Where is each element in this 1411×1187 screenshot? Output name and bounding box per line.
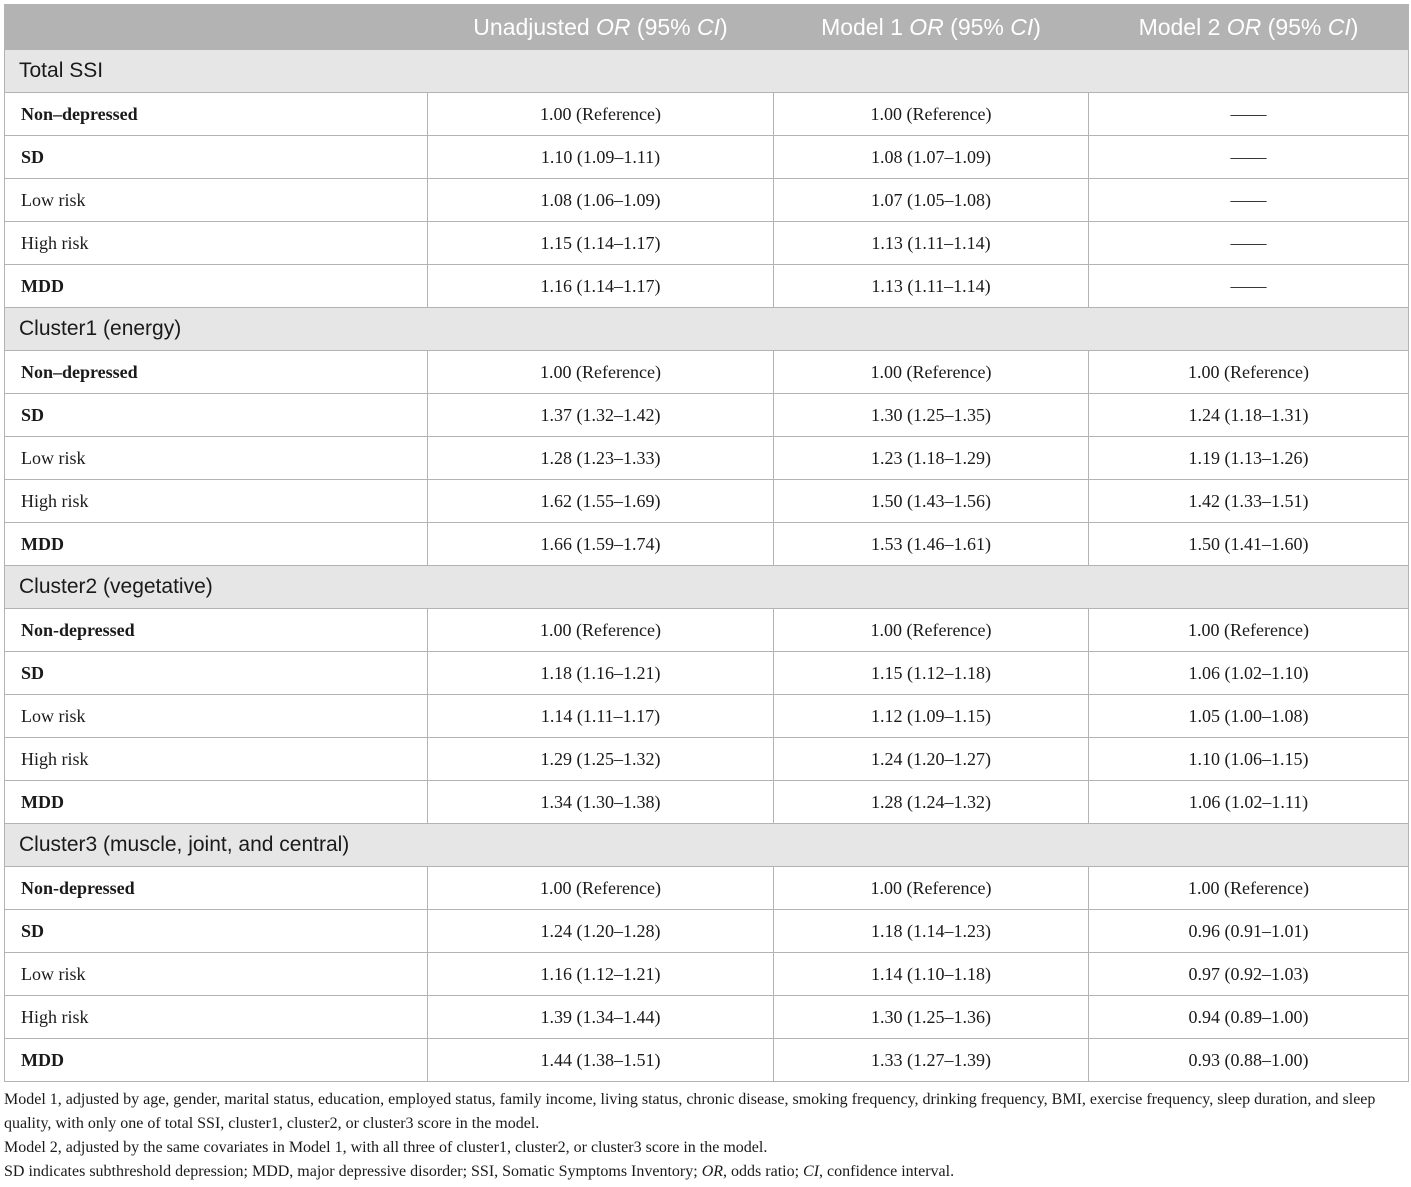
model1-value: 1.30 (1.25–1.35) [774,394,1089,437]
row-label: High risk [5,738,428,781]
section-header-cluster1 [5,308,1409,351]
unadjusted-value: 1.00 (Reference) [428,867,774,910]
row-label: MDD [5,523,428,566]
footnote-model1: Model 1, adjusted by age, gender, marital status, education, employed status, family income, living status, chronic disease, smoking frequency, drinking frequency, BMI, exercise frequency, sleep duration, and sleep quality, with only one of total SSI, cluster1, cluster2, or cluster3 score in the model. [4,1091,1376,1132]
table-row [5,179,1409,222]
row-label: High risk [5,222,428,265]
model2-value: 1.06 (1.02–1.10) [1089,652,1409,695]
row-label: Low risk [5,695,428,738]
table-row [5,867,1409,910]
header-model1: Model 1 OR (95% CI) [774,5,1089,50]
table-row [5,523,1409,566]
model1-value: 1.08 (1.07–1.09) [774,136,1089,179]
table-row [5,910,1409,953]
section-header-cluster2 [5,566,1409,609]
section-title: Cluster1 (energy) [5,308,1409,351]
header-model2: Model 2 OR (95% CI) [1089,5,1409,50]
model2-value: 1.00 (Reference) [1089,867,1409,910]
table-row [5,609,1409,652]
model2-value: 0.97 (0.92–1.03) [1089,953,1409,996]
unadjusted-value: 1.16 (1.12–1.21) [428,953,774,996]
model2-value: —— [1089,222,1409,265]
table-row [5,351,1409,394]
unadjusted-value: 1.29 (1.25–1.32) [428,738,774,781]
table-header-row [5,5,1409,50]
unadjusted-value: 1.24 (1.20–1.28) [428,910,774,953]
table-row [5,695,1409,738]
model2-value: 1.00 (Reference) [1089,609,1409,652]
model2-value: 1.00 (Reference) [1089,351,1409,394]
model1-value: 1.15 (1.12–1.18) [774,652,1089,695]
model2-value: 0.96 (0.91–1.01) [1089,910,1409,953]
unadjusted-value: 1.37 (1.32–1.42) [428,394,774,437]
model2-value: 1.19 (1.13–1.26) [1089,437,1409,480]
model1-value: 1.14 (1.10–1.18) [774,953,1089,996]
row-label: Non-depressed [5,609,428,652]
model2-value: 1.06 (1.02–1.11) [1089,781,1409,824]
model1-value: 1.13 (1.11–1.14) [774,265,1089,308]
row-label: Non–depressed [5,93,428,136]
odds-ratio-table [4,4,1409,1082]
model2-value: 1.42 (1.33–1.51) [1089,480,1409,523]
unadjusted-value: 1.44 (1.38–1.51) [428,1039,774,1082]
model1-value: 1.00 (Reference) [774,93,1089,136]
section-header-cluster3 [5,824,1409,867]
model2-value: 0.93 (0.88–1.00) [1089,1039,1409,1082]
table-row [5,652,1409,695]
unadjusted-value: 1.62 (1.55–1.69) [428,480,774,523]
row-label: SD [5,910,428,953]
unadjusted-value: 1.66 (1.59–1.74) [428,523,774,566]
section-header-total-ssi [5,50,1409,93]
table-row [5,222,1409,265]
table-row [5,953,1409,996]
model1-value: 1.00 (Reference) [774,867,1089,910]
table-row [5,996,1409,1039]
row-label: High risk [5,480,428,523]
model2-value: —— [1089,179,1409,222]
row-label: MDD [5,1039,428,1082]
section-title: Cluster2 (vegetative) [5,566,1409,609]
footnote-abbreviations: SD indicates subthreshold depression; MDD, major depressive disorder; SSI, Somatic Symptoms Inventory; OR, odds ratio; CI, confidence interval. [4,1163,955,1180]
header-unadjusted: Unadjusted OR (95% CI) [428,5,774,50]
unadjusted-value: 1.00 (Reference) [428,351,774,394]
table-row [5,437,1409,480]
model2-value: 1.24 (1.18–1.31) [1089,394,1409,437]
model1-value: 1.07 (1.05–1.08) [774,179,1089,222]
model1-value: 1.18 (1.14–1.23) [774,910,1089,953]
section-title: Cluster3 (muscle, joint, and central) [5,824,1409,867]
unadjusted-value: 1.28 (1.23–1.33) [428,437,774,480]
model1-value: 1.12 (1.09–1.15) [774,695,1089,738]
row-label: High risk [5,996,428,1039]
row-label: SD [5,394,428,437]
unadjusted-value: 1.08 (1.06–1.09) [428,179,774,222]
unadjusted-value: 1.00 (Reference) [428,609,774,652]
row-label: Non–depressed [5,351,428,394]
unadjusted-value: 1.34 (1.30–1.38) [428,781,774,824]
table-row [5,738,1409,781]
model1-value: 1.24 (1.20–1.27) [774,738,1089,781]
model2-value: —— [1089,93,1409,136]
table-row [5,781,1409,824]
section-title: Total SSI [5,50,1409,93]
table-row [5,394,1409,437]
model2-value: 1.10 (1.06–1.15) [1089,738,1409,781]
unadjusted-value: 1.39 (1.34–1.44) [428,996,774,1039]
unadjusted-value: 1.14 (1.11–1.17) [428,695,774,738]
row-label: SD [5,652,428,695]
model1-value: 1.53 (1.46–1.61) [774,523,1089,566]
model2-value: —— [1089,136,1409,179]
table-row [5,1039,1409,1082]
unadjusted-value: 1.00 (Reference) [428,93,774,136]
model1-value: 1.00 (Reference) [774,351,1089,394]
model2-value: 1.50 (1.41–1.60) [1089,523,1409,566]
model2-value: 1.05 (1.00–1.08) [1089,695,1409,738]
model1-value: 1.30 (1.25–1.36) [774,996,1089,1039]
header-label-col [5,5,428,50]
table-row [5,93,1409,136]
row-label: Low risk [5,437,428,480]
table-footnotes [4,1088,1408,1184]
model1-value: 1.00 (Reference) [774,609,1089,652]
model1-value: 1.28 (1.24–1.32) [774,781,1089,824]
row-label: Non-depressed [5,867,428,910]
row-label: SD [5,136,428,179]
row-label: MDD [5,265,428,308]
table-row [5,265,1409,308]
unadjusted-value: 1.18 (1.16–1.21) [428,652,774,695]
model1-value: 1.33 (1.27–1.39) [774,1039,1089,1082]
footnote-model2: Model 2, adjusted by the same covariates in Model 1, with all three of cluster1, cluster2, or cluster3 score in the model. [4,1139,768,1156]
row-label: Low risk [5,953,428,996]
model1-value: 1.50 (1.43–1.56) [774,480,1089,523]
table-row [5,480,1409,523]
unadjusted-value: 1.10 (1.09–1.11) [428,136,774,179]
unadjusted-value: 1.16 (1.14–1.17) [428,265,774,308]
row-label: Low risk [5,179,428,222]
unadjusted-value: 1.15 (1.14–1.17) [428,222,774,265]
model2-value: —— [1089,265,1409,308]
model2-value: 0.94 (0.89–1.00) [1089,996,1409,1039]
row-label: MDD [5,781,428,824]
model1-value: 1.13 (1.11–1.14) [774,222,1089,265]
model1-value: 1.23 (1.18–1.29) [774,437,1089,480]
table-row [5,136,1409,179]
